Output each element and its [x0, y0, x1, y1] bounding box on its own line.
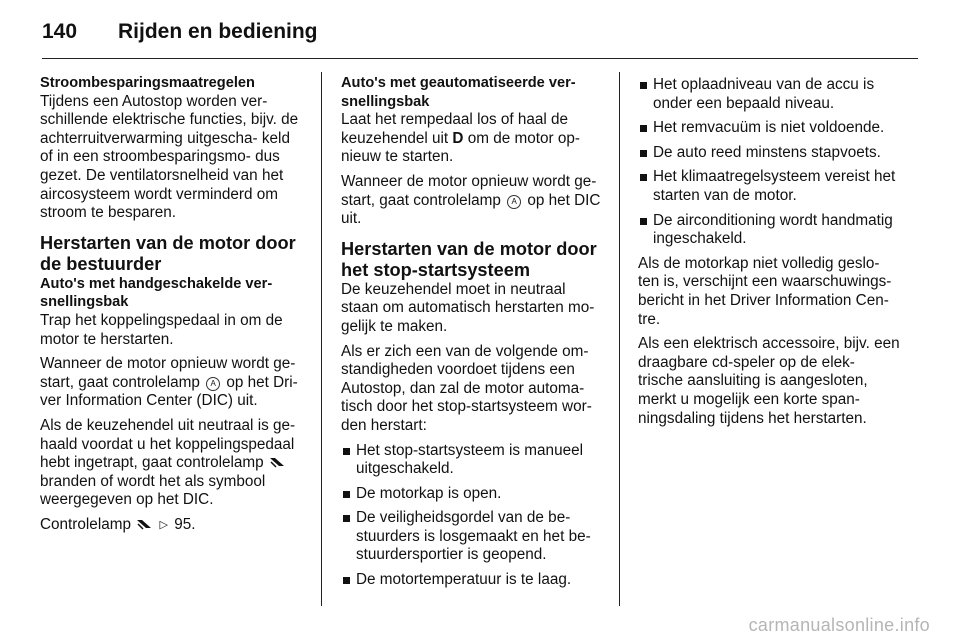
autostop-a-icon: A [507, 195, 521, 209]
text: op het Dri- ver Information Center (DIC) uit. [40, 373, 298, 410]
heading-restart-by-system: Herstarten van de motor door het stop-startsysteem [341, 238, 597, 280]
list-item: Het remvacuüm is niet voldoende. [638, 119, 902, 138]
column-3 [638, 74, 902, 434]
list-item: Het klimaatregelsysteem vereist het starten van de motor. [638, 168, 902, 205]
bullet-list [341, 442, 603, 590]
paragraph: Als een elektrisch accessoire, bijv. een draagbare cd-speler op de elek- trische aansluiting is aangesloten, merkt u mogelijk een korte span- ningsdaling tijdens het herstarten. [638, 335, 900, 427]
header-rule [42, 58, 918, 59]
paragraph: Trap het koppelingspedaal in om de motor te herstarten. [40, 311, 283, 348]
paragraph [40, 417, 302, 510]
text: op het DIC uit. [341, 191, 601, 228]
text: Wanneer de motor opnieuw wordt ge- start, gaat controlelamp [40, 355, 296, 391]
column-divider-2 [619, 72, 620, 606]
bullet-list [638, 76, 902, 249]
text: Als de keuzehendel uit neutraal is ge- haald voordat u het koppelingspedaal hebt ingetrapt, gaat controlelamp [40, 416, 296, 472]
page-header [42, 14, 918, 50]
paragraph: De keuzehendel moet in neutraal staan om automatisch herstarten mo- gelijk te maken. [341, 280, 595, 335]
paragraph [341, 111, 603, 167]
paragraph [40, 355, 302, 411]
gear-d: D [452, 129, 464, 147]
paragraph: Als er zich een van de volgende om- standigheden voordoet tijdens een Autostop, dan zal de motor automa- tisch door het stop-startsysteem wor- den herstart: [341, 342, 592, 434]
list-item: Het oplaadniveau van de accu is onder een bepaald niveau. [638, 76, 902, 113]
text: Wanneer de motor opnieuw wordt ge- start, gaat controlelamp [341, 172, 597, 209]
page-ref-link[interactable]: 95. [174, 515, 196, 533]
text: branden of wordt het als symbool weergegeven op het DIC. [40, 472, 266, 509]
autostop-a-icon: A [206, 377, 220, 391]
column-2 [341, 74, 603, 596]
column-1 [40, 74, 302, 540]
list-item: De motorkap is open. [341, 485, 603, 504]
column-divider-1 [321, 72, 322, 606]
watermark: carmanualsonline.info [748, 615, 930, 635]
paragraph: Als de motorkap niet volledig geslo- ten is, verschijnt een waarschuwings- bericht in het Driver Information Cen- tre. [638, 254, 892, 328]
subheading-automated-gearbox: Auto's met geautomatiseerde ver- snellingsbak [341, 75, 576, 110]
page-ref-arrow-icon[interactable]: ▷ [159, 518, 168, 531]
list-item: De motortemperatuur is te laag. [341, 571, 603, 590]
page-title: Rijden en bediening [118, 20, 318, 43]
page-number: 140 [42, 20, 78, 43]
shift-slash-icon [269, 456, 285, 468]
text: om de motor op- nieuw te starten. [341, 129, 580, 166]
paragraph [40, 516, 302, 535]
subheading-power-saving: Stroombesparingsmaatregelen [40, 75, 255, 91]
text: Controlelamp [40, 515, 131, 533]
shift-slash-icon [136, 518, 152, 530]
subheading-manual-gearbox: Auto's met handgeschakelde ver- snellingsbak [40, 275, 273, 311]
text: Laat het rempedaal los of haal de keuzehendel uit [341, 111, 569, 147]
paragraph: Tijdens een Autostop worden ver- schillende elektrische functies, bijv. de achterruitverwarming uitgescha- keld of in een stroombesparingsmo- dus gezet. De ventilatorsnelheid van het aircosysteem wordt verminderd om stroom te besparen. [40, 92, 299, 222]
paragraph [341, 173, 603, 229]
list-item: De veiligheidsgordel van de be- stuurders is losgemaakt en het be- stuurdersportier is geopend. [341, 509, 603, 565]
list-item: De airconditioning wordt handmatig ingeschakeld. [638, 212, 902, 249]
list-item: De auto reed minstens stapvoets. [638, 144, 902, 163]
list-item: Het stop-startsysteem is manueel uitgeschakeld. [341, 442, 603, 479]
heading-restart-by-driver: Herstarten van de motor door de bestuurder [40, 232, 296, 274]
